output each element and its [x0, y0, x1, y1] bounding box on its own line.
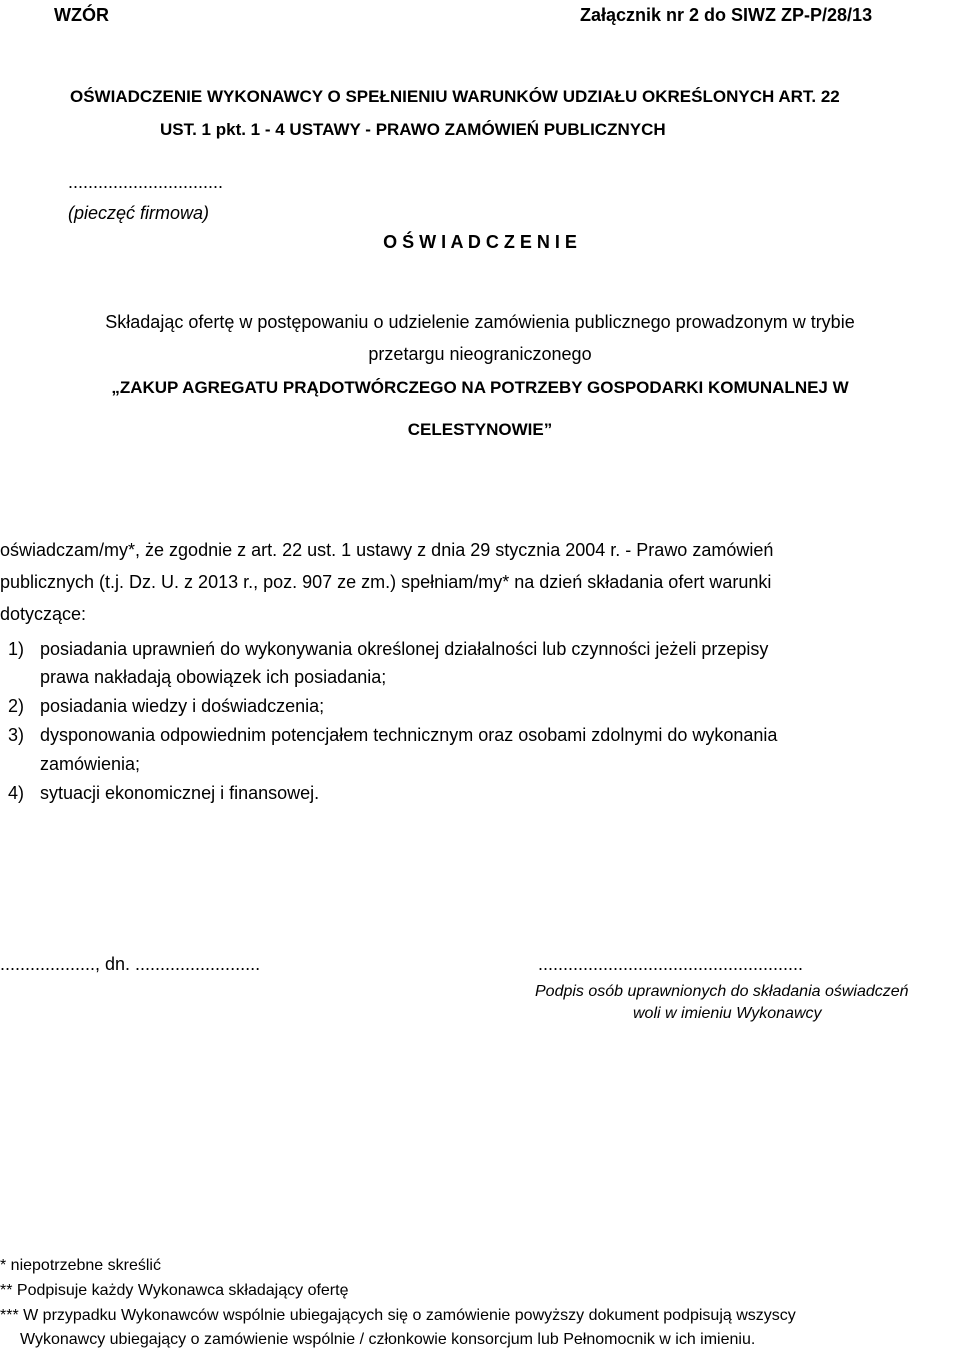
intro-line1: Składając ofertę w postępowaniu o udzielenie zamówienia publicznego prowadzonym w trybie [105, 312, 855, 332]
stamp-label: (pieczęć firmowa) [68, 203, 210, 223]
stamp-dots: ............................... [68, 172, 224, 192]
contract-subject-line2: CELESTYNOWIE” [407, 420, 553, 439]
list-item-text: posiadania wiedzy i doświadczenia; [40, 696, 325, 716]
footnote-3-line2: Wykonawcy ubiegający o zamówienie wspólnie / członkowie konsorcjum lub Pełnomocnik w ich imieniu. [20, 1331, 756, 1348]
intro-line2: przetargu nieograniczonego [368, 344, 592, 364]
declaration-heading: O Ś W I A D C Z E N I E [383, 232, 577, 252]
contract-subject-line1: „ZAKUP AGREGATU PRĄDOTWÓRCZEGO NA POTRZEBY GOSPODARKI KOMUNALNEJ W [111, 378, 849, 397]
list-item-text: sytuacji ekonomicznej i finansowej. [40, 783, 320, 803]
list-item-text: dysponowania odpowiednim potencjałem technicznym oraz osobami zdolnymi do wykonania [40, 725, 778, 745]
list-number: 1) [8, 639, 25, 659]
list-number: 4) [8, 783, 25, 803]
declaration-line1: oświadczam/my*, że zgodnie z art. 22 ust. 1 ustawy z dnia 29 stycznia 2004 r. - Prawo zamówień [0, 540, 774, 560]
list-item-text-cont: prawa nakładają obowiązek ich posiadania; [40, 667, 387, 687]
footnote-3-line1: *** W przypadku Wykonawców wspólnie ubiegających się o zamówienie powyższy dokument podpisują wszyscy [0, 1307, 796, 1324]
signature-caption-line2: woli w imieniu Wykonawcy [633, 1005, 822, 1022]
document-title-line2: UST. 1 pkt. 1 - 4 USTAWY - PRAWO ZAMÓWIEŃ PUBLICZNYCH [160, 120, 666, 139]
place-date-line: ..................., dn. ......................... [0, 954, 261, 974]
list-item-text: posiadania uprawnień do wykonywania określonej działalności lub czynności jeżeli przepisy [40, 639, 769, 659]
list-number: 3) [8, 725, 25, 745]
signature-dots: ..................................................... [538, 954, 804, 974]
footnote-1: * niepotrzebne skreślić [0, 1257, 161, 1274]
signature-caption-line1: Podpis osób uprawnionych do składania oświadczeń [535, 983, 909, 1000]
list-item-text-cont: zamówienia; [40, 754, 141, 774]
document-title-line1: OŚWIADCZENIE WYKONAWCY O SPEŁNIENIU WARUNKÓW UDZIAŁU OKREŚLONYCH ART. 22 [70, 87, 840, 106]
footnote-2: ** Podpisuje każdy Wykonawca składający ofertę [0, 1282, 349, 1299]
declaration-line3: dotyczące: [0, 604, 87, 624]
attachment-reference: Załącznik nr 2 do SIWZ ZP-P/28/13 [580, 5, 873, 25]
list-number: 2) [8, 696, 25, 716]
document-type-label: WZÓR [54, 5, 109, 25]
declaration-line2: publicznych (t.j. Dz. U. z 2013 r., poz. 907 ze zm.) spełniam/my* na dzień składania ofert warunki [0, 572, 772, 592]
